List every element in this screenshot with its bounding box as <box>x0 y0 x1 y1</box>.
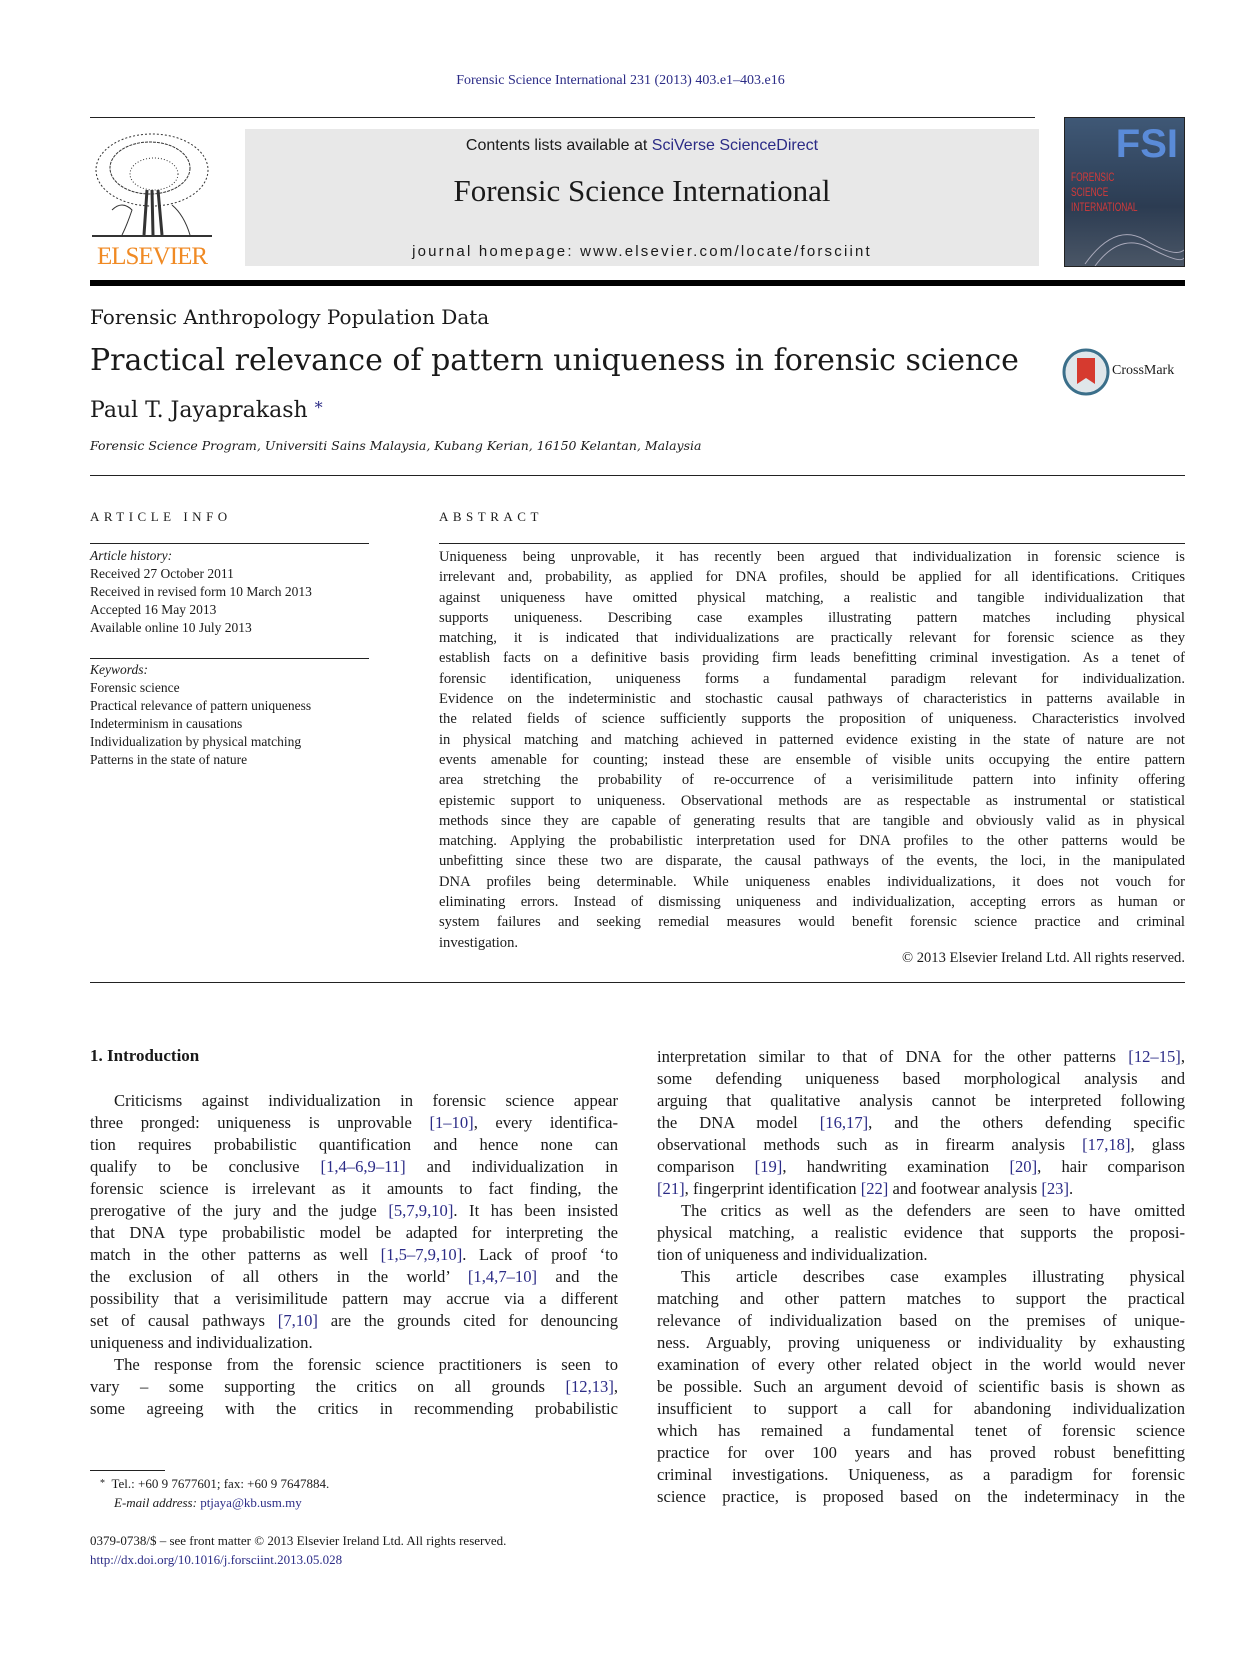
body-line <box>90 1244 618 1266</box>
body-text: physical matching, a realistic evidence that supports the proposi- <box>657 1223 1185 1243</box>
body-line <box>90 1376 618 1398</box>
footnote-email <box>114 1495 302 1511</box>
citation-link[interactable]: [17,18] <box>1082 1135 1131 1155</box>
footnote-contact <box>100 1476 329 1492</box>
body-text: comparison <box>657 1157 755 1177</box>
body-text: and individualization in <box>405 1157 618 1177</box>
body-text: matching and other pattern matches to support the practical <box>657 1289 1185 1309</box>
body-line <box>90 1222 618 1244</box>
journal-homepage[interactable]: journal homepage: www.elsevier.com/locate/forsciint <box>412 243 872 260</box>
author-footnote-mark[interactable]: * <box>314 398 323 417</box>
body-text: criminal investigations. Uniqueness, as a paradigm for forensic <box>657 1465 1185 1485</box>
abstract-line: matching, it is indicated that individualizations are practically relevant for forensic science as they <box>439 630 1185 647</box>
citation-link[interactable]: [7,10] <box>277 1311 318 1331</box>
journal-title: Forensic Science International <box>453 173 831 208</box>
history-label: Article history: <box>90 548 173 563</box>
journal-citation[interactable]: Forensic Science International 231 (2013) 403.e1–403.e16 <box>456 73 785 88</box>
abstract-line: DNA profiles being determinable. While uniqueness enables individualizations, it does not vouch for <box>439 873 1185 890</box>
body-line <box>90 1288 618 1310</box>
body-line <box>90 1354 618 1376</box>
rule <box>90 475 1185 476</box>
history-item: Received in revised form 10 March 2013 <box>90 584 312 599</box>
body-text: Criticisms against individualization in forensic science appear <box>114 1091 618 1110</box>
body-text: be possible. Such an argument devoid of scientific basis is shown as <box>657 1377 1185 1397</box>
citation-link[interactable]: [12–15] <box>1128 1047 1181 1066</box>
keyword: Forensic science <box>90 680 180 695</box>
body-text: tion of uniqueness and individualization. <box>657 1245 928 1265</box>
footnote-rule <box>90 1470 165 1471</box>
abstract-line: in physical matching and matching achieved in patterned evidence existing in the state of nature are not <box>439 731 1185 748</box>
citation-link[interactable]: [1,5–7,9,10] <box>380 1245 463 1265</box>
journal-cover-image[interactable] <box>1064 117 1185 267</box>
masthead-thick-rule <box>90 280 1185 286</box>
body-text: are the grounds cited for denouncing <box>317 1311 619 1331</box>
body-line <box>657 1068 1185 1090</box>
body-text: some agreeing with the critics in recommending probabilistic <box>90 1399 618 1419</box>
citation-link[interactable]: [1–10] <box>429 1113 474 1133</box>
body-line <box>657 1442 1185 1464</box>
body-line <box>657 1288 1185 1310</box>
body-text: practice for over 100 years and has proved robust benefitting <box>657 1443 1185 1463</box>
article-section-label: Forensic Anthropology Population Data <box>90 305 490 329</box>
body-line <box>90 1156 618 1178</box>
body-text: . Lack of proof ‘to <box>462 1245 619 1265</box>
rule <box>90 658 369 659</box>
abstract-line: Uniqueness being unprovable, it has recently been argued that individualization in forensic science is <box>439 549 1185 565</box>
body-text: and the <box>537 1267 618 1287</box>
citation-link[interactable]: [19] <box>754 1157 783 1177</box>
top-rule <box>90 117 1035 118</box>
abstract-line: events amenable for counting; instead these are ensemble of visible units occupying the entire pattern <box>439 751 1185 768</box>
body-text: arguing that qualitative analysis cannot be interpreted following <box>657 1091 1185 1111</box>
cover-fsi-text: FSI <box>1115 122 1178 166</box>
keyword: Indeterminism in causations <box>90 716 243 731</box>
abstract-line: eliminating errors. Instead of dismissing uniqueness and individualization, accepting errors as human or <box>439 894 1185 911</box>
abstract-text <box>439 547 1185 953</box>
abstract-copyright: © 2013 Elsevier Ireland Ltd. All rights reserved. <box>901 950 1185 966</box>
body-text: . <box>1068 1179 1074 1199</box>
email-link[interactable]: ptjaya@kb.usm.my <box>200 1495 302 1510</box>
body-line <box>657 1310 1185 1332</box>
doi-link[interactable]: http://dx.doi.org/10.1016/j.forsciint.2013.05.028 <box>90 1552 343 1567</box>
body-text: science practice, is proposed based on the indeterminacy in the <box>657 1487 1185 1507</box>
citation-link[interactable]: [20] <box>1009 1157 1038 1177</box>
body-text: , hair comparison <box>1037 1157 1185 1177</box>
keywords-label: Keywords: <box>90 662 148 677</box>
body-text: uniqueness and individualization. <box>90 1333 313 1353</box>
body-text: , <box>1180 1047 1185 1066</box>
body-text: which has remained a fundamental tenet of forensic science <box>657 1421 1185 1441</box>
body-line <box>90 1332 618 1354</box>
body-text: set of causal pathways <box>90 1311 278 1331</box>
crossmark-label: CrossMark <box>1112 363 1175 378</box>
body-text: examination of every other related object in the world would never <box>657 1355 1185 1375</box>
abstract-line: investigation. <box>439 934 519 951</box>
article-info-heading: ARTICLE INFO <box>90 509 232 524</box>
body-line <box>657 1090 1185 1112</box>
body-line <box>657 1398 1185 1420</box>
body-right-column <box>657 1046 1185 1508</box>
front-matter: 0379-0738/$ – see front matter © 2013 Elsevier Ireland Ltd. All rights reserved. <box>90 1533 507 1548</box>
cover-contour-graphic <box>1065 222 1184 266</box>
body-line <box>657 1332 1185 1354</box>
body-text: The response from the forensic science practitioners is seen to <box>114 1355 618 1375</box>
body-text: insufficient to support a call for abandoning individualization <box>657 1399 1185 1419</box>
body-text: qualify to be conclusive <box>90 1157 321 1177</box>
abstract-line: forensic identification, uniqueness forms a fundamental paradigm relevant for individualization. <box>439 670 1185 687</box>
body-text: The critics as well as the defenders are seen to have omitted <box>681 1201 1185 1221</box>
contents-line <box>245 137 1039 155</box>
abstract-line: epistemic support to uniqueness. Observational methods are as respectable as instrumental or statistical <box>439 792 1185 809</box>
body-text: some defending uniqueness based morphological analysis and <box>657 1069 1185 1089</box>
body-line <box>90 1134 618 1156</box>
rule <box>439 543 1185 544</box>
body-line <box>657 1046 1185 1068</box>
author-name <box>90 398 323 423</box>
body-line <box>90 1200 618 1222</box>
body-text: . It has been insisted <box>453 1201 618 1221</box>
citation-link[interactable]: [16,17] <box>819 1113 869 1133</box>
body-line <box>657 1112 1185 1134</box>
body-line <box>90 1178 618 1200</box>
history-item: Received 27 October 2011 <box>90 566 234 581</box>
abstract-line: the related fields of science sufficiently supports the proposition of uniqueness. Characteristics involved <box>439 711 1185 728</box>
sciencedirect-link[interactable]: SciVerse ScienceDirect <box>651 137 819 154</box>
contents-prefix: Contents lists available at <box>465 137 652 154</box>
body-line <box>90 1310 618 1332</box>
body-line <box>657 1354 1185 1376</box>
body-text: This article describes case examples illustrating physical <box>681 1267 1185 1287</box>
body-line <box>657 1200 1185 1222</box>
keyword: Individualization by physical matching <box>90 734 302 749</box>
body-text: three pronged: uniqueness is unprovable <box>90 1113 430 1133</box>
body-line <box>90 1090 618 1112</box>
abstract-line: Evidence on the indeterministic and stochastic causal pathways of characteristics in patterns available in <box>439 691 1185 708</box>
citation-link[interactable]: [5,7,9,10] <box>388 1201 454 1221</box>
body-text: tion requires probabilistic quantification and hence none can <box>90 1135 618 1155</box>
body-line <box>657 1178 1185 1200</box>
body-line <box>657 1222 1185 1244</box>
body-text: interpretation similar to that of DNA for the other patterns <box>657 1047 1129 1066</box>
body-text: , glass <box>1130 1135 1185 1155</box>
article-title: Practical relevance of pattern uniqueness in forensic science <box>90 343 1019 378</box>
citation-link[interactable]: [1,4,7–10] <box>467 1267 538 1287</box>
body-text: observational methods such as in firearm analysis <box>657 1135 1083 1155</box>
body-text: , fingerprint identification <box>684 1179 861 1199</box>
citation-link[interactable]: [1,4–6,9–11] <box>320 1157 406 1177</box>
author-affiliation: Forensic Science Program, Universiti Sains Malaysia, Kubang Kerian, 16150 Kelantan, Malaysia <box>90 438 702 453</box>
body-line <box>657 1266 1185 1288</box>
citation-link[interactable]: [21] <box>657 1179 685 1199</box>
article-history <box>90 547 370 637</box>
body-line <box>90 1266 618 1288</box>
body-line <box>657 1156 1185 1178</box>
body-text: , <box>613 1377 618 1397</box>
abstract-line: area stretching the probability of re-occurrence of a verisimilitude pattern into infinity offering <box>439 772 1185 789</box>
abstract-line: supports uniqueness. Describing case examples illustrating pattern matches including physical <box>439 609 1185 626</box>
body-text: relevance of individualization based on the premises of unique- <box>657 1311 1185 1331</box>
author-text: Paul T. Jayaprakash <box>90 398 308 423</box>
email-label: E-mail address: <box>114 1495 201 1510</box>
body-text: forensic science is irrelevant as it amounts to fact finding, the <box>90 1179 618 1199</box>
abstract-line: system failures and seeking remedial measures would benefit forensic science practice and criminal <box>439 914 1185 931</box>
keyword: Patterns in the state of nature <box>90 752 248 767</box>
body-line <box>657 1244 1185 1266</box>
body-text: prerogative of the jury and the judge <box>90 1201 389 1221</box>
body-text: vary – some supporting the critics on all grounds <box>90 1377 566 1397</box>
elsevier-tree-logo-icon <box>92 130 212 242</box>
history-item: Accepted 16 May 2013 <box>90 602 217 617</box>
body-text: , and the others defending specific <box>868 1113 1185 1133</box>
body-text: ness. Arguably, proving uniqueness or individuality by exhausting <box>657 1333 1185 1353</box>
keywords <box>90 661 370 769</box>
body-text: possibility that a verisimilitude pattern may accrue via a different <box>90 1289 618 1309</box>
body-line <box>657 1420 1185 1442</box>
body-text: the exclusion of all others in the world’ <box>90 1267 468 1287</box>
body-text: that DNA type probabilistic model be adapted for interpreting the <box>90 1223 618 1243</box>
cover-title-text: FORENSIC SCIENCE INTERNATIONAL <box>1071 170 1138 214</box>
history-item: Available online 10 July 2013 <box>90 620 252 635</box>
body-left-column <box>90 1090 618 1420</box>
body-line <box>657 1464 1185 1486</box>
body-text: , every identifica- <box>473 1113 618 1133</box>
citation-link[interactable]: [12,13] <box>565 1377 614 1397</box>
section-heading-introduction: 1. Introduction <box>90 1046 200 1065</box>
body-text: match in the other patterns as well <box>90 1245 381 1265</box>
body-line <box>90 1398 618 1420</box>
body-line <box>657 1134 1185 1156</box>
footnote-mark: * <box>100 1478 105 1489</box>
journal-masthead <box>245 129 1039 266</box>
abstract-line: unbefitting since these two are disparate, the causal pathways of the events, the loci, in the manipulated <box>439 853 1185 870</box>
citation-link[interactable]: [23] <box>1041 1179 1069 1199</box>
crossmark-icon <box>1062 348 1110 396</box>
body-text: and footwear analysis <box>888 1179 1042 1199</box>
body-text: , handwriting examination <box>782 1157 1010 1177</box>
crossmark-button[interactable] <box>1062 348 1187 396</box>
abstract-line: establish facts on a definitive basis providing firm leads benefitting criminal investigation. As a tenet of <box>439 650 1185 667</box>
abstract-line: against uniqueness have omitted physical matching, a realistic and tangible individualization that <box>439 589 1185 606</box>
abstract-line: irrelevant and, probability, as applied for DNA profiles, should be applied for all identifications. Critiques <box>439 569 1185 586</box>
abstract-line: matching. Applying the probabilistic interpretation used for DNA profiles to the other patterns would be <box>439 833 1185 850</box>
keyword: Practical relevance of pattern uniqueness <box>90 698 312 713</box>
footnote-contact-text: Tel.: +60 9 7677601; fax: +60 9 7647884. <box>111 1476 330 1491</box>
abstract-line: methods since they are capable of generating results that are tangible and obviously valid as in physical <box>439 812 1185 829</box>
body-text: the DNA model <box>657 1113 820 1133</box>
body-line <box>90 1112 618 1134</box>
body-line <box>657 1376 1185 1398</box>
body-line <box>657 1486 1185 1508</box>
rule <box>90 543 369 544</box>
abstract-heading: ABSTRACT <box>439 509 543 524</box>
rule <box>90 982 1185 983</box>
elsevier-logo-text: ELSEVIER <box>96 243 208 270</box>
citation-link[interactable]: [22] <box>860 1179 889 1199</box>
